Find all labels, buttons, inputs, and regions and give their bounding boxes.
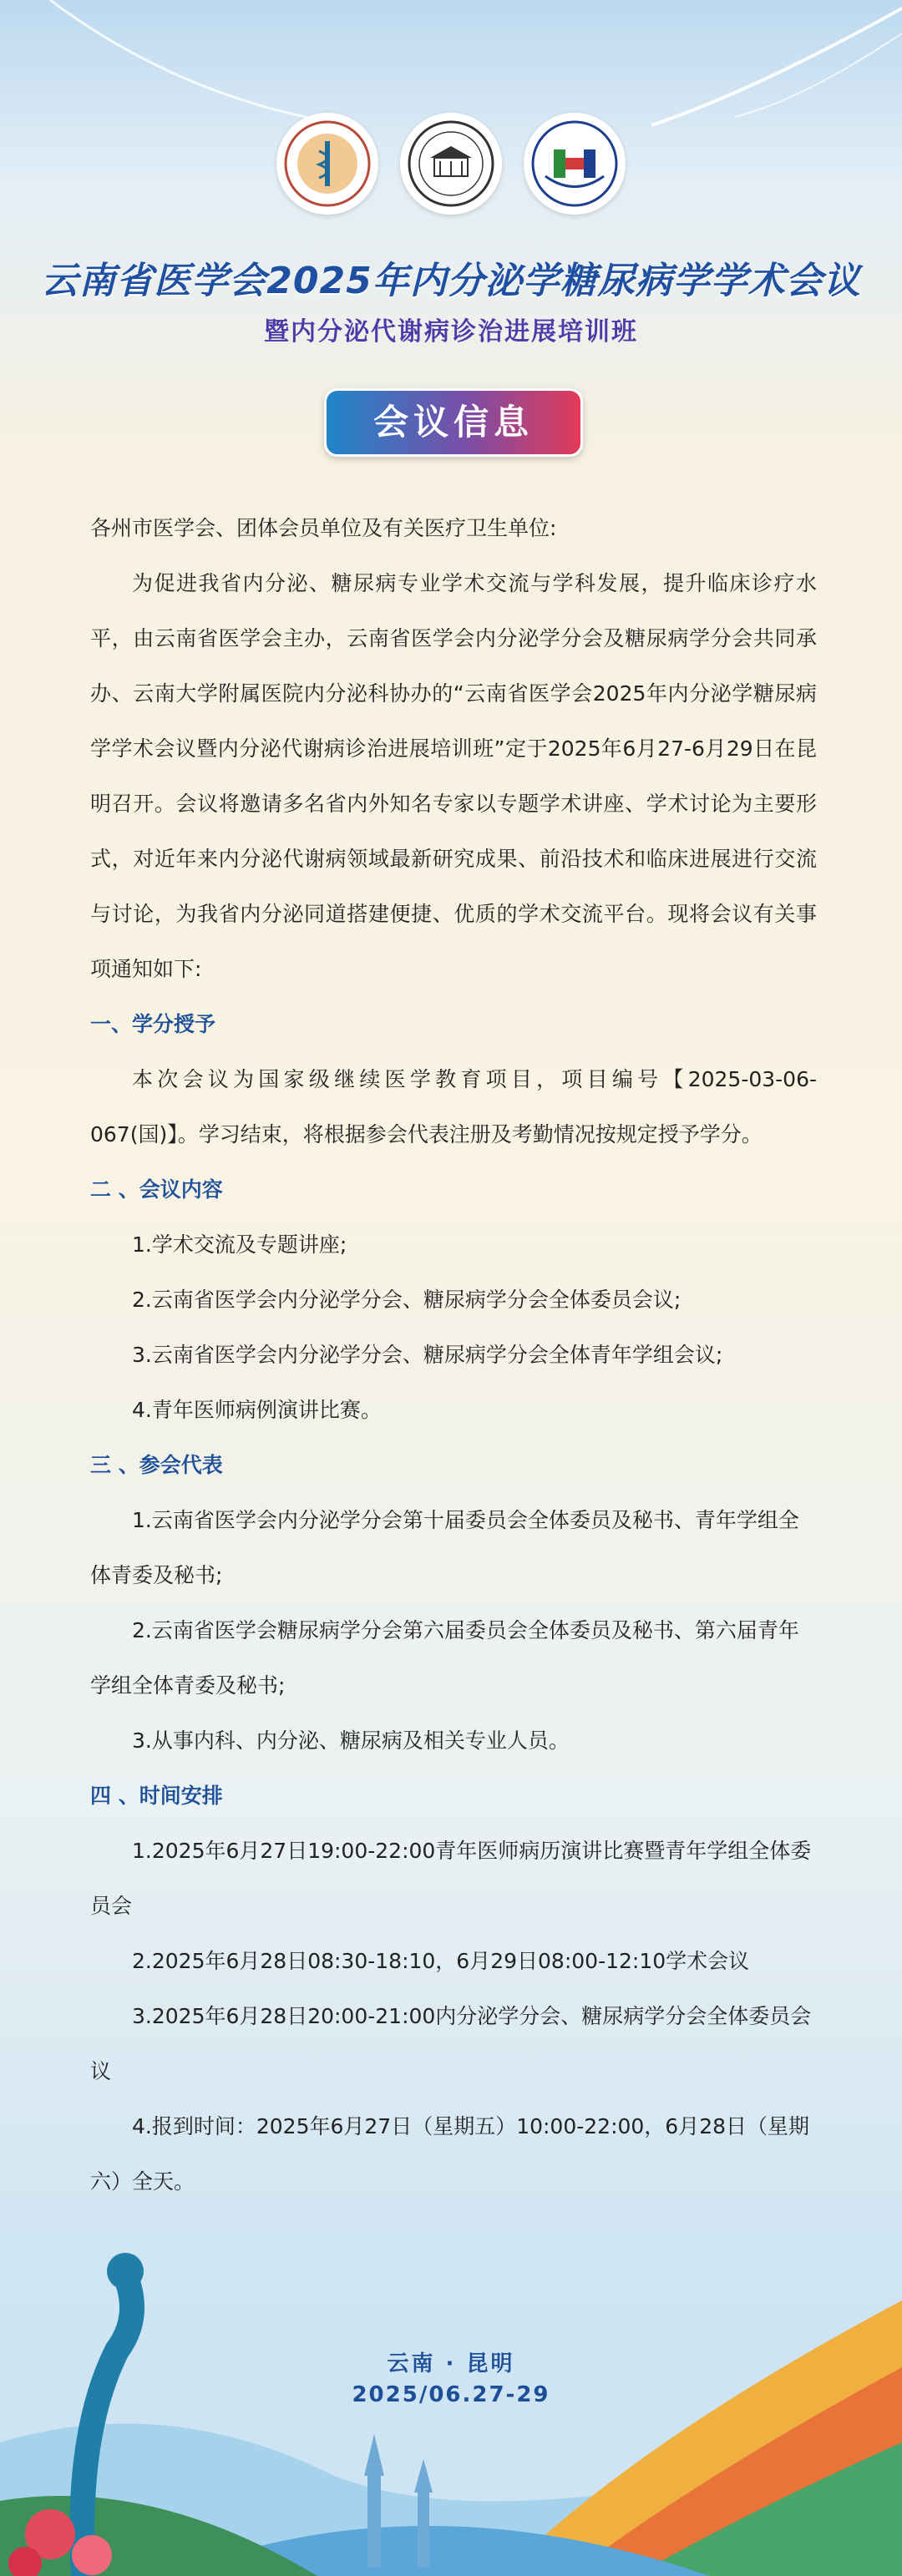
section-item: 1.2025年6月27日19:00-22:00青年医师病历演讲比赛暨青年学组全体委员会	[90, 1839, 812, 1918]
section-item: 3.从事内科、内分泌、糖尿病及相关专业人员。	[132, 1728, 570, 1753]
section-item: 2.云南省医学会糖尿病学分会第六届委员会全体委员及秘书、第六届青年学组全体青委及秘书;	[90, 1618, 799, 1698]
yunnan-university-logo	[400, 113, 502, 215]
section-heading: 一、学分授予	[90, 1012, 216, 1036]
cma-logo	[276, 113, 378, 215]
section-badge: 会议信息	[324, 388, 583, 457]
section-item: 2.云南省医学会内分泌学分会、糖尿病学分会全体委员会议;	[132, 1288, 682, 1312]
footer-date: 2025/06.27-29	[352, 2382, 550, 2407]
subtitle: 暨内分泌代谢病诊治进展培训班	[264, 317, 638, 347]
footer-location: 云南 · 昆明	[387, 2351, 515, 2376]
section-item: 2.2025年6月28日08:30-18:10，6月29日08:00-12:10学术会议	[132, 1949, 750, 1973]
section-item: 4.青年医师病例演讲比赛。	[132, 1398, 382, 1422]
logo-row	[0, 113, 902, 215]
section-item: 1.学术交流及专题讲座;	[132, 1232, 347, 1257]
footer	[0, 2346, 902, 2407]
section-item: 本次会议为国家级继续医学教育项目，项目编号【2025-03-06-067(国)】。学习结束，将根据参会代表注册及考勤情况按规定授予学分。	[90, 1067, 817, 1146]
section-item: 3.云南省医学会内分泌学分会、糖尿病学分会全体青年学组会议;	[132, 1343, 723, 1367]
intro-paragraph: 为促进我省内分泌、糖尿病专业学术交流与学科发展，提升临床诊疗水平，由云南省医学会主办，云南省医学会内分泌学分会及糖尿病学分会共同承办、云南大学附属医院内分泌科协办的“云南省医学会2025年内分泌学糖尿病学学术会议暨内分泌代谢病诊治进展培训班”定于2025年6月27-6月29日在昆明召开。会议将邀请多名省内外知名专家以专题学术讲座、学术讨论为主要形式，对近年来内分泌代谢病领域最新研究成果、前沿技术和临床进展进行交流与讨论，为我省内分泌同道搭建便捷、优质的学术交流平台。现将会议有关事项通知如下:	[90, 571, 817, 981]
main-title: 云南省医学会2025年内分泌学糖尿病学学术会议	[41, 260, 861, 302]
section-heading: 二 、会议内容	[90, 1177, 223, 1202]
notice-body	[90, 501, 817, 2209]
greeting: 各州市医学会、团体会员单位及有关医疗卫生单位:	[90, 516, 557, 540]
section-item: 1.云南省医学会内分泌学分会第十届委员会全体委员及秘书、青年学组全体青委及秘书;	[90, 1508, 799, 1587]
hospital-logo	[524, 113, 626, 215]
section-heading: 三 、参会代表	[90, 1453, 223, 1477]
section-heading: 四 、时间安排	[90, 1784, 223, 1808]
section-item: 3.2025年6月28日20:00-21:00内分泌学分会、糖尿病学分会全体委员会议	[90, 2004, 812, 2083]
section-item: 4.报到时间：2025年6月27日（星期五）10:00-22:00，6月28日（星期六）全天。	[90, 2114, 810, 2194]
